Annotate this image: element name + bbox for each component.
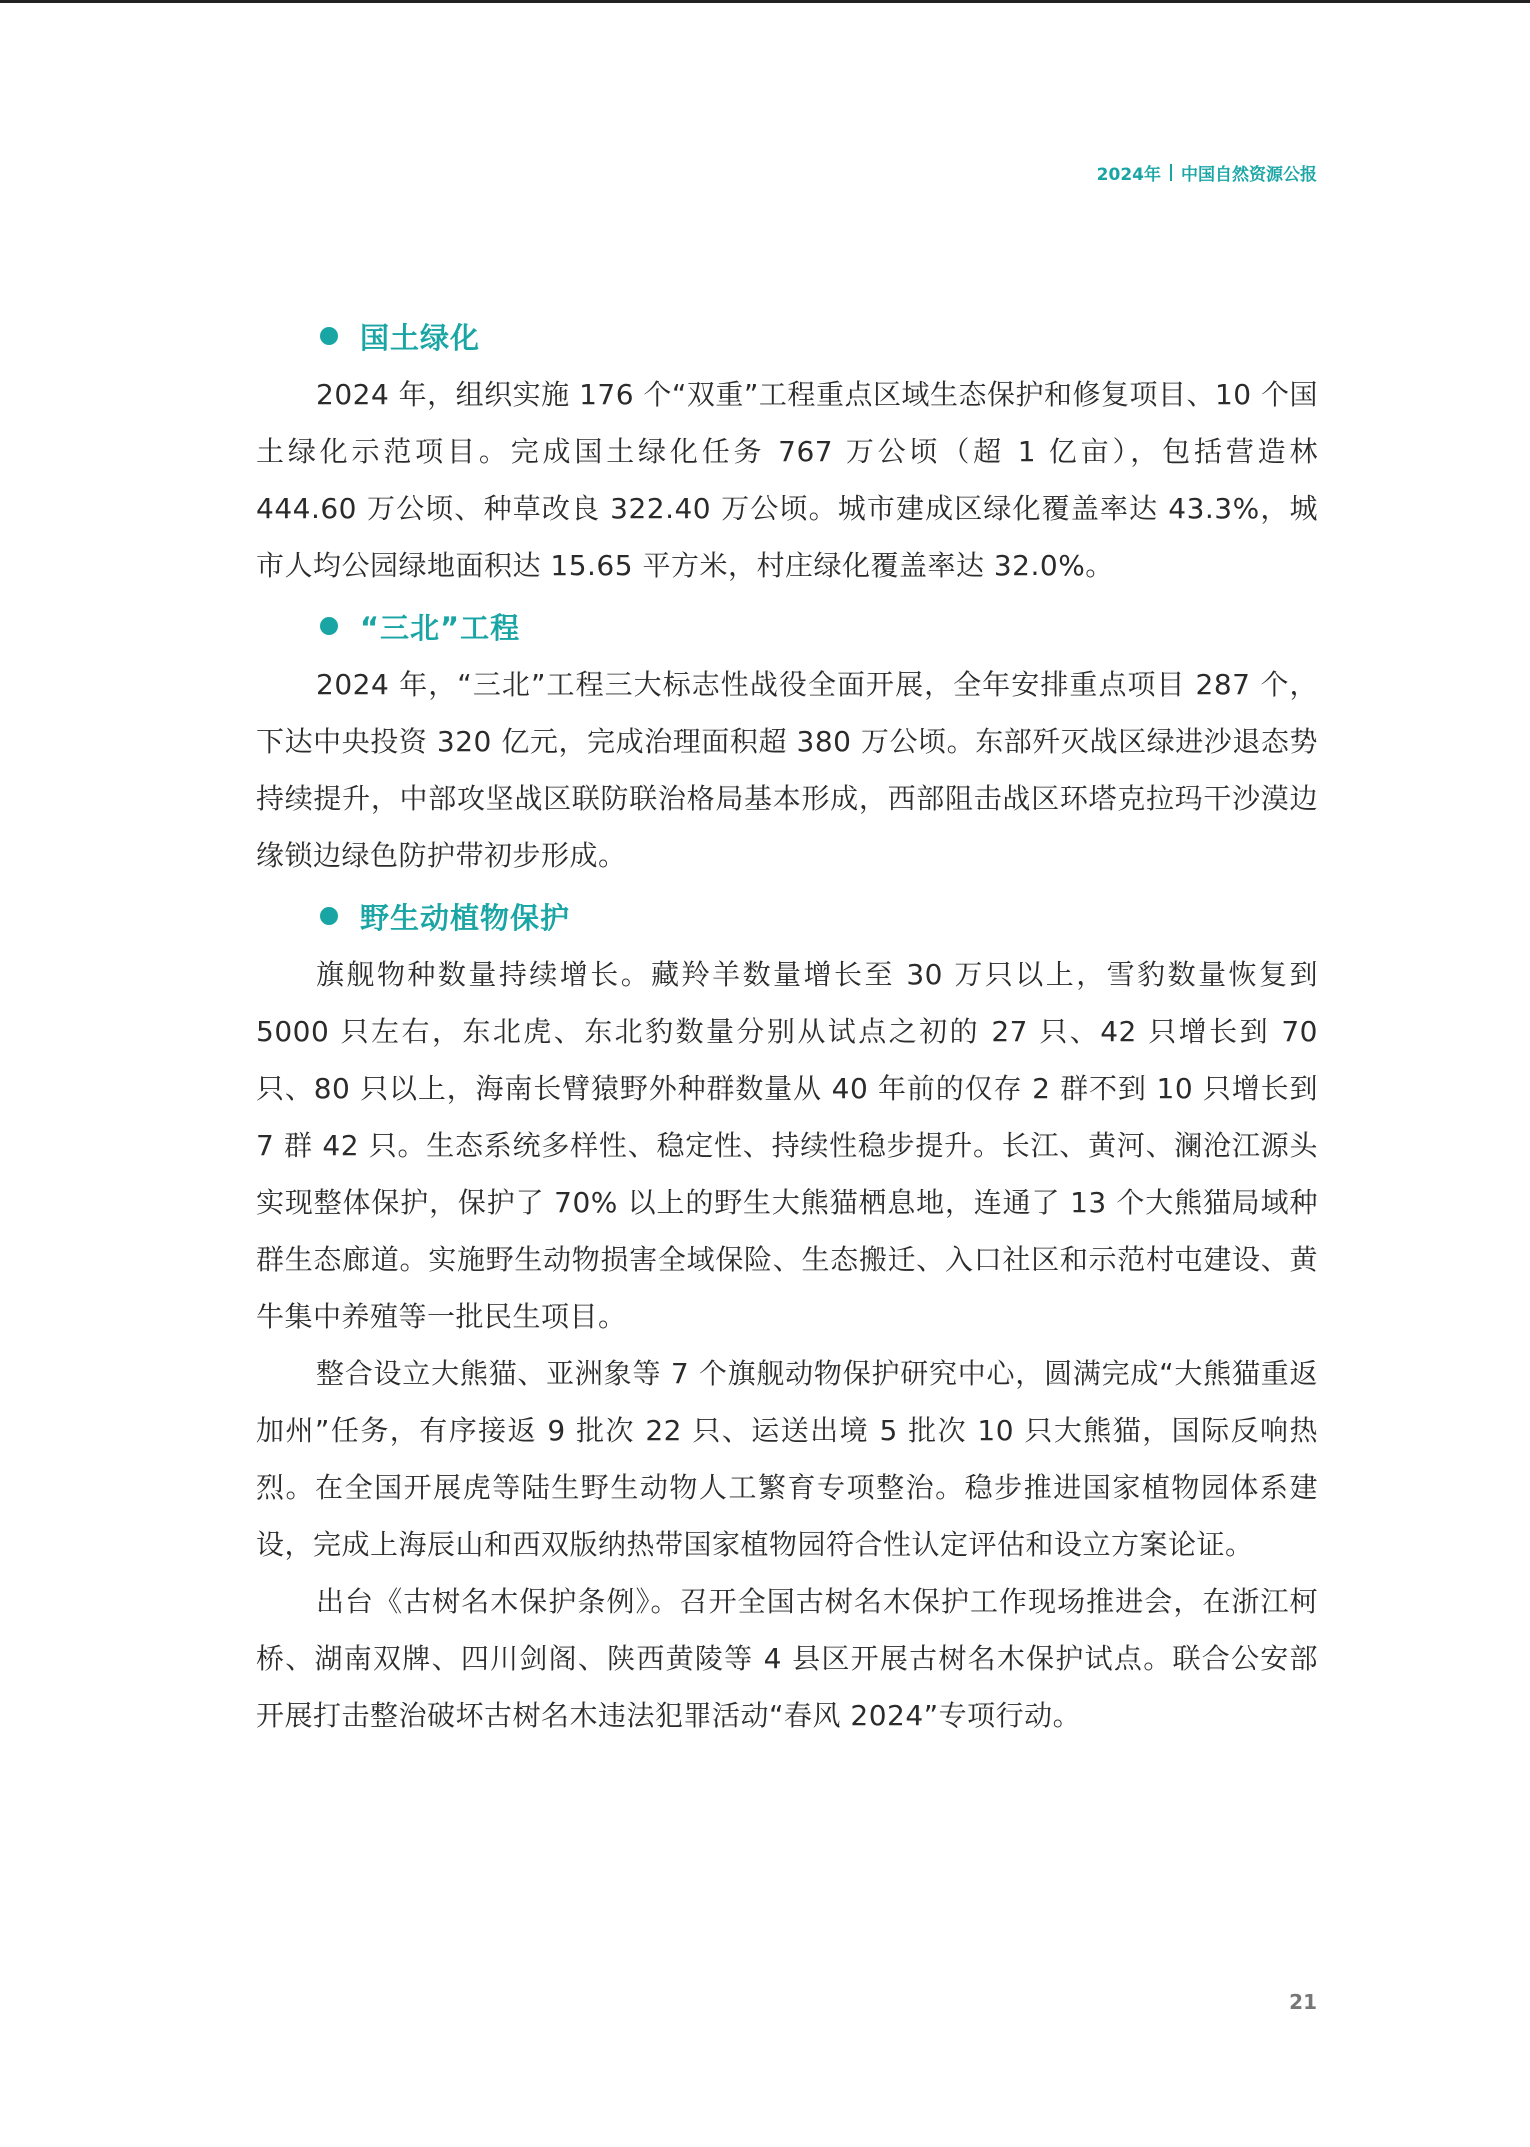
- paragraph: 出台《古树名木保护条例》。召开全国古树名木保护工作现场推进会，在浙江柯桥、湖南双牌、四川剑阁、陕西黄陵等 4 县区开展古树名木保护试点。联合公安部开展打击整治破坏古树名木违法犯罪活动“春风 2024”专项行动。: [256, 1585, 1318, 1732]
- section-heading-wildlife-protection: [256, 890, 1318, 942]
- page-number: 21: [1289, 1990, 1317, 2014]
- paragraph: 整合设立大熊猫、亚洲象等 7 个旗舰动物保护研究中心，圆满完成“大熊猫重返加州”任务，有序接返 9 批次 22 只、运送出境 5 批次 10 只大熊猫，国际反响热烈。在全国开展虎等陆生野生动物人工繁育专项整治。稳步推进国家植物园体系建设，完成上海辰山和西双版纳热带国家植物园符合性认定评估和设立方案论证。: [256, 1357, 1318, 1561]
- section-heading-text: 野生动植物保护: [360, 900, 571, 935]
- section-heading-text: 国土绿化: [360, 320, 481, 355]
- page-body: [256, 310, 1318, 1744]
- top-border-rule: [0, 0, 1530, 3]
- bullet-dot-icon: [320, 907, 338, 925]
- header-title: 中国自然资源公报: [1181, 165, 1317, 185]
- paragraph: 2024 年，“三北”工程三大标志性战役全面开展，全年安排重点项目 287 个，下达中央投资 320 亿元，完成治理面积超 380 万公顷。东部歼灭战区绿进沙退态势持续提升，中部攻坚战区联防联治格局基本形成，西部阻击战区环塔克拉玛干沙漠边缘锁边绿色防护带初步形成。: [256, 668, 1318, 872]
- header-year: 2024年: [1096, 165, 1161, 185]
- section-heading-land-greening: [256, 310, 1318, 362]
- bullet-dot-icon: [320, 327, 338, 345]
- header-separator: [1170, 164, 1172, 181]
- bullet-dot-icon: [320, 617, 338, 635]
- running-header: [1097, 160, 1317, 185]
- paragraph: 旗舰物种数量持续增长。藏羚羊数量增长至 30 万只以上，雪豹数量恢复到 5000 只左右，东北虎、东北豹数量分别从试点之初的 27 只、42 只增长到 70 只、80 只以上，海南长臂猿野外种群数量从 40 年前的仅存 2 群不到 10 只增长到 7 群 42 只。生态系统多样性、稳定性、持续性稳步提升。长江、黄河、澜沧江源头实现整体保护，保护了 70% 以上的野生大熊猫栖息地，连通了 13 个大熊猫局域种群生态廊道。实施野生动物损害全域保险、生态搬迁、入口社区和示范村屯建设、黄牛集中养殖等一批民生项目。: [256, 958, 1318, 1333]
- paragraph: 2024 年，组织实施 176 个“双重”工程重点区域生态保护和修复项目、10 个国土绿化示范项目。完成国土绿化任务 767 万公顷（超 1 亿亩），包括营造林 444.60 万公顷、种草改良 322.40 万公顷。城市建成区绿化覆盖率达 43.3%，城市人均公园绿地面积达 15.65 平方米，村庄绿化覆盖率达 32.0%。: [256, 378, 1318, 582]
- section-heading-three-north: [256, 600, 1318, 652]
- section-heading-text: “三北”工程: [360, 610, 521, 645]
